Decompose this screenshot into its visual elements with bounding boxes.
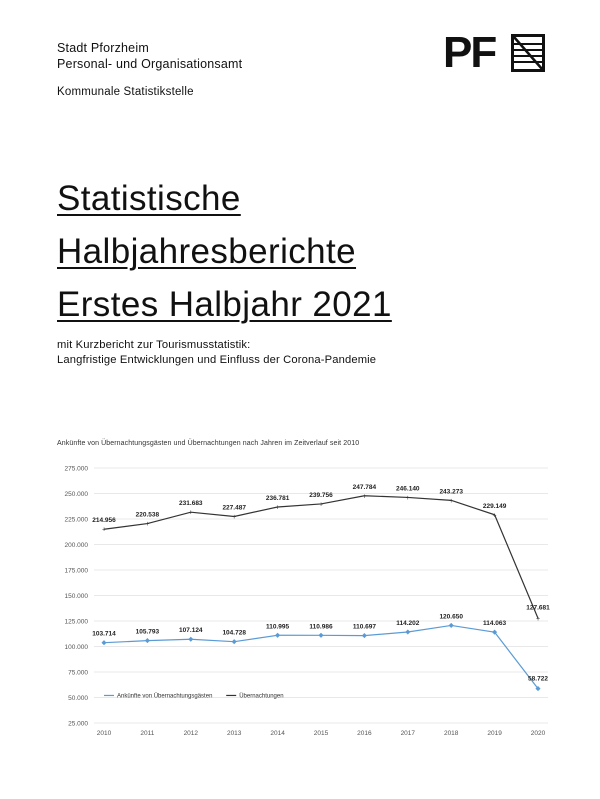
data-point: + (232, 513, 237, 521)
report-title (57, 172, 392, 331)
data-point (275, 633, 280, 638)
data-point (318, 633, 323, 638)
x-tick-label: 2016 (357, 730, 372, 737)
x-tick-label: 2018 (443, 730, 459, 737)
data-label: 114.063 (483, 620, 507, 628)
y-tick-label: 150.000 (64, 593, 88, 600)
data-label: 58.722 (528, 675, 548, 683)
x-tick-label: 2011 (140, 730, 155, 737)
x-tick-label: 2015 (313, 730, 329, 737)
data-label: 246.140 (396, 485, 420, 493)
logo-emblem-icon (511, 34, 545, 72)
title-line-3: Erstes Halbjahr 2021 (57, 285, 392, 324)
x-tick-label: 2020 (530, 730, 546, 737)
data-point: + (188, 509, 193, 517)
title-line-1: Statistische (57, 179, 241, 218)
data-label: 229.149 (482, 502, 507, 510)
chart-title: Ankünfte von Übernachtungsgästen und Übernachtungen nach Jahren im Zeitverlauf seit 2010 (57, 440, 360, 447)
y-tick-label: 100.000 (64, 644, 88, 651)
city-name: Stadt Pforzheim (57, 41, 149, 55)
title-line-2: Halbjahresberichte (57, 232, 357, 271)
y-tick-label: 75.000 (68, 669, 88, 677)
x-tick-label: 2013 (226, 730, 242, 737)
y-tick-label: 25.000 (68, 720, 88, 728)
data-label: 110.995 (266, 623, 290, 631)
series-line (101, 496, 538, 619)
y-tick-label: 250.000 (64, 491, 88, 498)
x-tick-label: 2019 (487, 730, 502, 737)
logo-text: PF (443, 28, 496, 77)
data-label: 227.487 (222, 504, 246, 512)
data-point: + (145, 521, 150, 529)
data-point: + (405, 494, 410, 502)
data-point (145, 638, 150, 643)
data-label: 120.650 (439, 613, 463, 621)
data-point (188, 637, 193, 642)
data-point (101, 640, 106, 645)
x-tick-label: 2010 (96, 730, 112, 737)
data-point: + (535, 615, 541, 623)
data-label: 127.681 (526, 604, 550, 612)
data-label: 247.784 (352, 483, 377, 491)
data-point: + (362, 493, 367, 501)
x-tick-label: 2012 (183, 730, 199, 737)
x-tick-label: 2017 (400, 730, 416, 737)
data-point (405, 629, 410, 634)
x-tick-label: 2014 (270, 730, 285, 737)
report-subtitle (57, 338, 376, 368)
data-label: 110.986 (309, 623, 333, 631)
y-tick-label: 50.000 (68, 695, 88, 702)
organization-name (57, 40, 242, 72)
data-point: + (318, 501, 324, 509)
data-label: 103.714 (92, 630, 116, 638)
y-tick-label: 225.000 (64, 516, 88, 524)
department-name: Personal- und Organisationsamt (57, 57, 243, 71)
subtitle-line-1: mit Kurzbericht zur Tourismusstatistik: (57, 339, 251, 351)
data-label: 243.273 (439, 488, 463, 496)
tourism-line-chart (50, 458, 560, 748)
y-tick-label: 125.000 (64, 618, 88, 626)
data-label: 104.728 (222, 629, 246, 637)
data-point (232, 639, 237, 644)
data-label: 236.781 (265, 494, 290, 502)
data-point (362, 633, 367, 638)
data-point (449, 623, 454, 628)
pforzheim-logo (443, 28, 553, 77)
y-tick-label: 175.000 (64, 567, 88, 575)
data-label: 220.538 (135, 511, 160, 519)
data-label: 110.697 (352, 623, 376, 631)
data-label: 114.202 (396, 620, 420, 628)
legend-entry: Übernachtungen (239, 693, 284, 700)
data-label: 214.956 (92, 517, 116, 525)
data-label: 107.124 (179, 627, 203, 635)
y-tick-label: 275.000 (64, 465, 88, 473)
data-point: + (101, 526, 107, 534)
y-tick-label: 200.000 (64, 542, 88, 549)
statistics-unit: Kommunale Statistikstelle (57, 86, 194, 98)
subtitle-line-2: Langfristige Entwicklungen und Einfluss der Corona-Pandemie (57, 354, 377, 366)
data-point: + (275, 504, 280, 512)
data-point: + (492, 512, 497, 520)
data-label: 105.793 (135, 628, 160, 636)
data-label: 231.683 (179, 500, 203, 508)
legend-entry: Ankünfte von Übernachtungsgästen (117, 693, 213, 700)
data-label: 239.756 (309, 491, 333, 499)
data-point: + (449, 497, 454, 505)
